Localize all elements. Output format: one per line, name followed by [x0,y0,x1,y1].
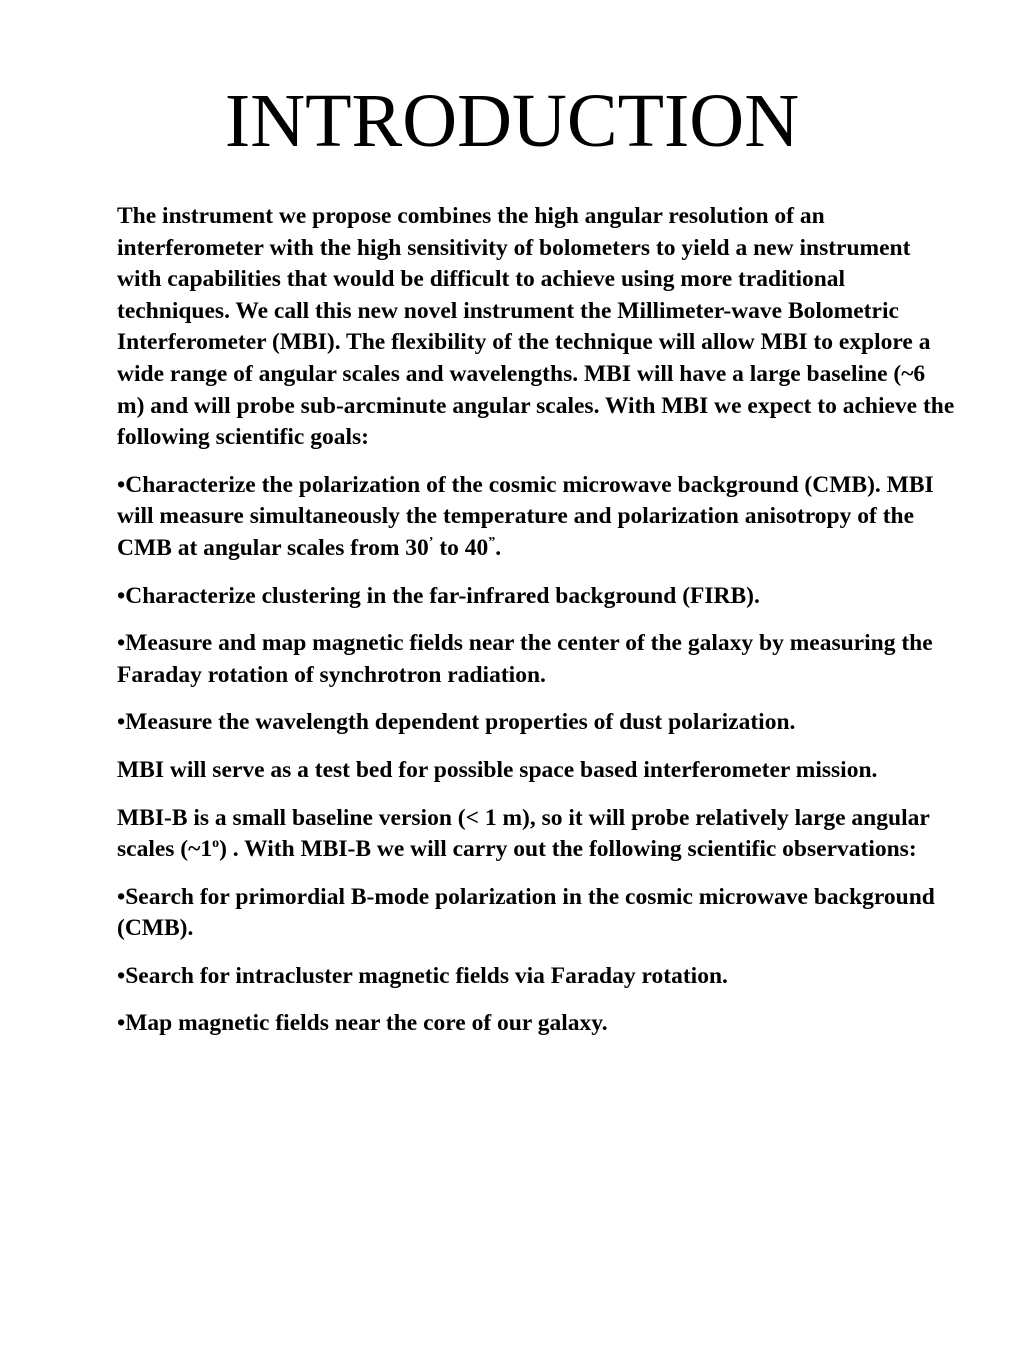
goal-text: •Characterize the polarization of the cosmic microwave background (CMB). MBI will measure simultaneously the temperature and polarization anisotropy of the CMB at angular scales from 30 [117,471,934,561]
mbi-goal-magnetic-fields: •Measure and map magnetic fields near the center of the galaxy by measuring the Faraday rotation of synchrotron radiation. [117,630,933,688]
test-bed-paragraph: MBI will serve as a test bed for possible space based interferometer mission. [117,756,878,783]
mbi-goal-dust-polarization: •Measure the wavelength dependent properties of dust polarization. [117,709,796,736]
mbib-observation-intracluster: •Search for intracluster magnetic fields via Faraday rotation. [117,962,728,989]
document-body [117,201,957,1056]
degree-symbol: o [212,836,220,852]
mbi-goal-firb: •Characterize clustering in the far-infrared background (FIRB). [117,582,760,609]
page-title: INTRODUCTION [224,79,800,163]
goal-text-mid: to 40 [433,534,489,561]
mbib-text: MBI-B is a small baseline version (< 1 m), so it will probe relatively large angular scales (~1 [117,804,930,863]
goal-text-end: . [495,534,502,561]
intro-paragraph: The instrument we propose combines the high angular resolution of an interferometer with the high sensitivity of bolometers to yield a new instrument with capabilities that would be difficult to achieve using more traditional techniques. We call this new novel instrument the Millimeter-wave Bolometric Interferometer (MBI). The flexibility of the technique will allow MBI to explore a wide range of angular scales and wavelengths. MBI will have a large baseline (~6 m) and will probe sub-arcminute angular scales. With MBI we expect to achieve the following scientific goals: [117,203,955,451]
mbib-paragraph [117,803,957,866]
mbib-text-end: ) . With MBI-B we will carry out the following scientific observations: [219,836,917,863]
arcsec-symbol: ” [488,534,496,550]
mbi-goal-cmb-polarization [117,470,957,565]
arcmin-symbol: ’ [428,534,434,550]
mbib-observation-galaxy-core: •Map magnetic fields near the core of our galaxy. [117,1010,608,1037]
mbib-observation-bmode: •Search for primordial B-mode polarization in the cosmic microwave background (CMB). [117,883,935,942]
